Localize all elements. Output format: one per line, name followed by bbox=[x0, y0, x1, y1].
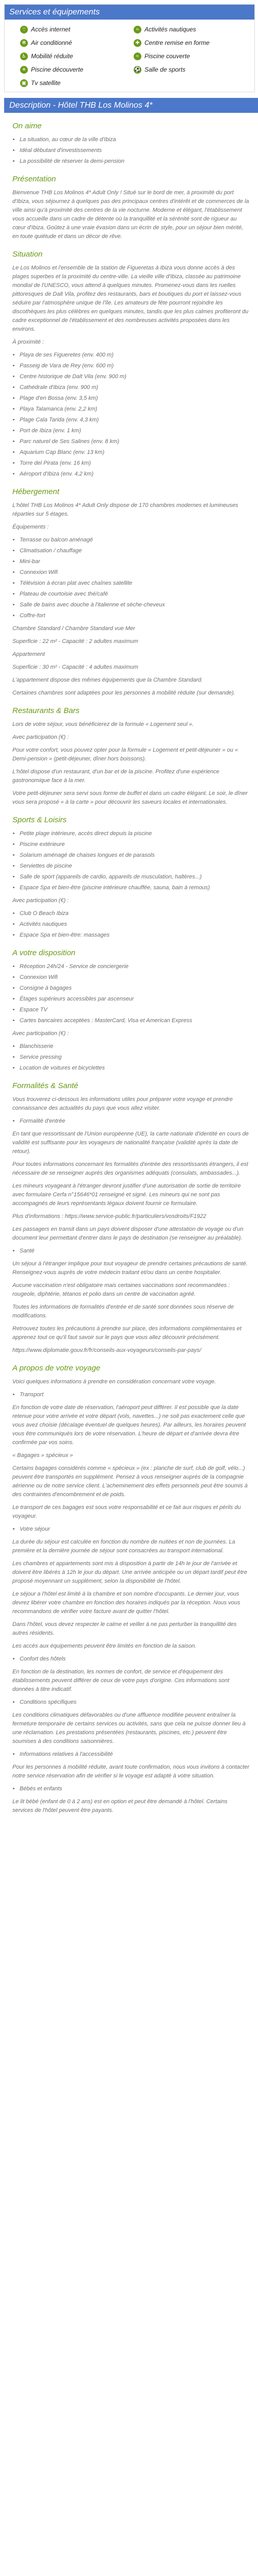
paragraph: Les accès aux équipements peuvent être limités en fonction de la saison. bbox=[12, 1643, 197, 1649]
bullet-list bbox=[12, 1750, 250, 1759]
paragraph: Pour les personnes à mobilité réduite, avant toute confirmation, nous vous invitons à contacter notre service réservation afin de vérifier si le voyage est adapté à votre situation. bbox=[12, 1764, 250, 1779]
list-item: • Mini-bar bbox=[20, 557, 250, 566]
service-item bbox=[134, 38, 247, 47]
service-label: Mobilité réduite bbox=[31, 52, 73, 60]
list-item: • Coffre-fort bbox=[20, 612, 250, 620]
list-item: • Connexion Wifi bbox=[20, 973, 250, 982]
description-content bbox=[0, 113, 258, 1829]
paragraph: La durée du séjour est calculée en fonction du nombre de nuitées et non de journées. La première et la dernière journée de séjour sont consacrées au transport international. bbox=[12, 1539, 235, 1554]
paragraph: Les passagers en transit dans un pays doivent disposer d'une attestation de voyage ou d'un document leur permettant d'entrer dans le pays de destination (se renseigner au préalable). bbox=[12, 1226, 244, 1241]
list-item: • Torre del Pirata (env. 16 km) bbox=[20, 459, 250, 468]
paragraph: Le séjour a l'hôtel est limité à la chambre et son nombre d'occupants. Le dernier jour, vous devrez libérer votre chambre en fonction des horaires indiqués par la réception. Nous vous recommandons de vérifier votre facture avant de quitter l'hôtel. bbox=[12, 1591, 240, 1615]
service-label: Tv satellite bbox=[31, 79, 61, 87]
service-item bbox=[20, 25, 134, 34]
list-item: • Aquarium Cap Blanc (env. 13 km) bbox=[20, 448, 250, 457]
waves-icon: ≈ bbox=[134, 26, 141, 33]
service-item bbox=[20, 38, 134, 47]
swim-icon: ☀ bbox=[20, 66, 28, 74]
wheelchair-icon: ♿ bbox=[20, 53, 28, 60]
paragraph: Retrouvez toutes les précautions à prendre sur place, des informations complémentaires et apprenez tout ce qu'il faut savoir sur le pays que vous allez découvrir précisément. bbox=[12, 1326, 241, 1341]
paragraph: En fonction de la destination, les normes de confort, de service et d'équipement des établissements peuvent différer de ceux de votre pays d'origine. Ces informations sont données à titre indicatif. bbox=[12, 1669, 230, 1692]
list-item: • Petite plage intérieure, accès direct depuis la piscine bbox=[20, 829, 250, 838]
paragraph: Votre petit-déjeuner sera servi sous forme de buffet et dans un cadre élégant. Le soir, le dîner vous sera proposé « à la carte » pour découvrir les saveurs locales et internationales. bbox=[12, 790, 248, 805]
list-item: • Centre historique de Dalt Vila (env. 900 m) bbox=[20, 372, 250, 381]
dumbbell-icon: ✚ bbox=[134, 39, 141, 47]
list-item: • Informations relatives à l'accessibilité bbox=[20, 1750, 250, 1759]
list-item: • Votre séjour bbox=[20, 1525, 250, 1534]
list-item: • Plateau de courtoisie avec thé/café bbox=[20, 590, 250, 599]
bullet-list bbox=[12, 1655, 250, 1664]
list-item: • Passeig de Vara de Rey (env. 600 m) bbox=[20, 362, 250, 370]
list-item: • Cathédrale d'Ibiza (env. 900 m) bbox=[20, 383, 250, 392]
paragraph: L'appartement dispose des mêmes équipements que la Chambre Standard. bbox=[12, 677, 203, 683]
list-item: • Activités nautiques bbox=[20, 920, 250, 929]
bullet-list bbox=[12, 1247, 250, 1256]
paragraph: Avec participation (€) : bbox=[12, 897, 69, 904]
list-item: • Réception 24h/24 - Service de conciergerie bbox=[20, 962, 250, 971]
paragraph: Les chambres et appartements sont mis à disposition à partir de 14h le jour de l'arrivée et doivent être libérés à 12h le jour du départ. Une arrivée anticipée ou un départ tardif peut être proposé moyennant un supplément, selon la disponibilité de l'hôtel. bbox=[12, 1561, 247, 1584]
list-item: • Salle de bains avec douche à l'italienne et sèche-cheveux bbox=[20, 601, 250, 609]
service-item bbox=[134, 52, 247, 61]
list-item: • Playa de ses Figueretes (env. 400 m) bbox=[20, 351, 250, 360]
paragraph: Le transport de ces bagages est sous votre responsabilité et ce fait aux risques et périls du voyageur. bbox=[12, 1504, 241, 1519]
list-item: • Conditions spécifiques bbox=[20, 1698, 250, 1707]
list-item: • Consigne à bagages bbox=[20, 984, 250, 993]
paragraph: Superficie : 22 m² - Capacité : 2 adultes maximum bbox=[12, 638, 138, 645]
paragraph: Avec participation (€) : bbox=[12, 1030, 69, 1037]
list-item: • La situation, au cœur de la ville d'Ibiza bbox=[20, 135, 250, 144]
list-item: • Parc naturel de Ses Salines (env. 8 km) bbox=[20, 437, 250, 446]
section-heading: Situation bbox=[12, 250, 43, 259]
snowflake-icon: ✻ bbox=[20, 39, 28, 47]
paragraph: Pour votre confort, vous pouvez opter pour la formule « Logement et petit-déjeuner » ou « Demi-pension » (petit-déjeuner, dîner hors boissons). bbox=[12, 747, 238, 762]
bullet-list bbox=[12, 962, 250, 1025]
paragraph: Un séjour à l'étranger implique pour tout voyageur de prendre certaines précautions de santé. Renseignez-vous auprès de votre médecin traitant et/ou dans un centre hospitalier. bbox=[12, 1261, 248, 1276]
service-item bbox=[134, 25, 247, 34]
paragraph: Le Los Molinos et l'ensemble de la station de Figueretas à Ibiza vous donne accès à des plages superbes et la proximité du centre-ville. La vieille ville d'Ibiza, classée au patrimoine mondial de l'UNESCO, vous attend à quelques minutes. Promenez-vous dans les ruelles pittoresques de Dalt Vila, profitez des restaurants, bars et boutiques du port et laissez-vous séduire par l'atmosphère unique de l'île. Les amateurs de fête pourront rejoindre les discothèques les plus célèbres en quelques minutes, tandis que les plus calmes profiteront du cadre exceptionnel de l'établissement et des nombreuses activités proposées dans les environs. bbox=[12, 265, 249, 332]
list-item: • Climatisation / chauffage bbox=[20, 547, 250, 555]
wifi-icon: ⌔ bbox=[20, 26, 28, 33]
section-heading: Présentation bbox=[12, 175, 56, 183]
bullet-list bbox=[12, 1042, 250, 1073]
service-label: Centre remise en forme bbox=[144, 39, 210, 46]
list-item: • Formalité d'entrée bbox=[20, 1117, 250, 1126]
paragraph: Pour toutes informations concernant les formalités d'entrée des ressortissants étrangers, il est nécessaire de se renseigner auprès des organismes adéquats (consulats, ambassades...). bbox=[12, 1161, 248, 1176]
paragraph: En fonction de votre date de réservation, l'aéroport peut différer. Il est possible que la date retenue pour votre arrivée et votre départ (vols, navettes...) ne soit pas exactement celle que vous avez choisie (décalage éventuel de quelques heures). Par ailleurs, les horaires peuvent vous être communiqués lors de votre réservation. L'heure de départ et d'arrivée devra être confirmée par vos soins. bbox=[12, 1404, 246, 1446]
tv-icon: ▣ bbox=[20, 79, 28, 87]
section-heading: On aime bbox=[12, 122, 42, 130]
list-item: • Club O Beach Ibiza bbox=[20, 909, 250, 918]
services-grid bbox=[5, 20, 254, 92]
paragraph: Les conditions climatiques défavorables ou d'une affluence modifiée peuvent entraîner la fermeture temporaire de certains services ou activités, sans que cela ne puisse donner lieu à une réclamation. Les prestations présentées (restaurants, piscines, etc.) peuvent être soumises à des conditions saisonnières. bbox=[12, 1712, 246, 1744]
list-item: • Terrasse ou balcon aménagé bbox=[20, 536, 250, 545]
paragraph: En tant que ressortissant de l'Union européenne (UE), la carte nationale d'identité en cours de validité est suffisante pour les voyageurs de nationalité française (validité après la date de retour). bbox=[12, 1131, 249, 1155]
list-item: • Télévision à écran plat avec chaînes satellite bbox=[20, 579, 250, 588]
paragraph: Les mineurs voyageant à l'étranger devront justifier d'une autorisation de sortie de territoire avec formulaire Cerfa n°15646*01 renseigné et signé. Les mineurs qui ne sont pas accompagnés de leurs représentants légaux doivent fournir ce formulaire. bbox=[12, 1183, 241, 1207]
list-item: • Idéal débutant d'investissements bbox=[20, 146, 250, 155]
description-title: Description - Hôtel THB Los Molinos 4* bbox=[4, 98, 258, 113]
section-heading: Restaurants & Bars bbox=[12, 706, 80, 715]
bullet-list bbox=[12, 829, 250, 892]
list-item: • Transport bbox=[20, 1391, 250, 1399]
paragraph: Avec participation (€) : bbox=[12, 734, 69, 740]
section-heading: Formalités & Santé bbox=[12, 1081, 78, 1090]
list-item: • Plage Cala Tarida (env. 4,3 km) bbox=[20, 416, 250, 425]
paragraph: À proximité : bbox=[12, 339, 44, 345]
list-item: • Service pressing bbox=[20, 1053, 250, 1062]
list-item: • Playa Talamanca (env. 2,2 km) bbox=[20, 405, 250, 414]
paragraph: L'hôtel THB Los Molinos 4* Adult Only dispose de 170 chambres modernes et lumineuses réparties sur 5 étages. bbox=[12, 502, 238, 517]
service-item bbox=[20, 52, 134, 61]
list-item: • Solarium aménagé de chaises longues et de parasols bbox=[20, 851, 250, 860]
bullet-list bbox=[12, 909, 250, 940]
paragraph: Appartement bbox=[12, 651, 45, 657]
paragraph: Équipements : bbox=[12, 524, 49, 530]
list-item: • Salle de sport (appareils de cardio, appareils de musculation, haltères...) bbox=[20, 873, 250, 882]
service-label: Piscine découverte bbox=[31, 65, 84, 73]
bullet-list bbox=[12, 1785, 250, 1793]
list-item: • Piscine extérieure bbox=[20, 840, 250, 849]
sports-icon: ⚽ bbox=[134, 66, 141, 73]
list-item: • Santé bbox=[20, 1247, 250, 1256]
list-item: • Espace TV bbox=[20, 1006, 250, 1014]
service-label: Accès internet bbox=[31, 25, 71, 33]
paragraph: Aucune vaccination n'est obligatoire mais certaines vaccinations sont recommandées : rougeole, diphtérie, tétanos et polio dans un centre de vaccination agréé. bbox=[12, 1282, 230, 1297]
list-item: • Port de Ibiza (env. 1 km) bbox=[20, 427, 250, 435]
paragraph: Lors de votre séjour, vous bénéficierez de la formule « Logement seul ». bbox=[12, 721, 194, 727]
list-item: • Espace Spa et bien-être: massages bbox=[20, 931, 250, 940]
list-item: • Aéroport d'Ibiza (env. 4,2 km) bbox=[20, 470, 250, 479]
list-item: • Bébés et enfants bbox=[20, 1785, 250, 1793]
paragraph: « Bagages » spécieux » bbox=[12, 1452, 73, 1459]
paragraph: Dans l'hôtel, vous devez respecter le calme et veiller à ne pas perturber la tranquillité des autres résidents. bbox=[12, 1621, 237, 1636]
section-heading: Sports & Loisirs bbox=[12, 816, 67, 824]
paragraph: Voici quelques informations à prendre en considération concernant votre voyage. bbox=[12, 1379, 216, 1385]
paragraph: https://www.diplomatie.gouv.fr/fr/conseils-aux-voyageurs/conseils-par-pays/ bbox=[12, 1347, 201, 1353]
list-item: • La possibilité de réserver la demi-pension bbox=[20, 157, 250, 166]
paragraph: Vous trouverez ci-dessous les informations utiles pour préparer votre voyage et prendre connaissance des actualités du pays que vous allez visiter. bbox=[12, 1096, 233, 1111]
list-item: • Location de voitures et bicyclettes bbox=[20, 1064, 250, 1073]
bullet-list bbox=[12, 1698, 250, 1707]
paragraph: Superficie : 30 m² - Capacité : 4 adultes maximum bbox=[12, 664, 138, 670]
service-label: Activités nautiques bbox=[144, 25, 197, 33]
service-item bbox=[20, 78, 134, 88]
bullet-list bbox=[12, 536, 250, 620]
service-label: Air conditionné bbox=[31, 39, 72, 46]
service-label: Salle de sports bbox=[144, 65, 186, 73]
list-item: • Blanchisserie bbox=[20, 1042, 250, 1051]
pool-icon: ≈ bbox=[134, 53, 141, 60]
paragraph: Certaines chambres sont adaptées pour les personnes à mobilité réduite (sur demande). bbox=[12, 690, 235, 696]
list-item: • Confort des hôtels bbox=[20, 1655, 250, 1664]
bullet-list bbox=[12, 135, 250, 166]
section-heading: A propos de votre voyage bbox=[12, 1364, 101, 1372]
paragraph: Plus d'informations : https://www.service-public.fr/particuliers/vosdroits/F1922 bbox=[12, 1213, 206, 1219]
paragraph: L'hôtel dispose d'un restaurant, d'un bar et de la piscine. Profitez d'une expérience gastronomique face à la mer. bbox=[12, 769, 219, 784]
paragraph: Toutes les informations de formalités d'entrée et de santé sont données sous réserve de modifications. bbox=[12, 1304, 234, 1319]
paragraph: Chambre Standard / Chambre Standard vue Mer bbox=[12, 625, 135, 632]
section-heading: A votre disposition bbox=[12, 948, 76, 957]
bullet-list bbox=[12, 1117, 250, 1126]
list-item: • Plage d'en Bossa (env. 3,5 km) bbox=[20, 394, 250, 403]
bullet-list bbox=[12, 1525, 250, 1534]
list-item: • Connexion Wifi bbox=[20, 568, 250, 577]
bullet-list bbox=[12, 1391, 250, 1399]
list-item: • Étages supérieurs accessibles par ascenseur bbox=[20, 995, 250, 1004]
paragraph: Le lit bébé (enfant de 0 à 2 ans) est en option et peut être demandé à l'hôtel. Certains services de l'hôtel peuvent être payants. bbox=[12, 1799, 228, 1814]
list-item: • Cartes bancaires acceptées : MasterCard, Visa et American Express bbox=[20, 1016, 250, 1025]
service-item bbox=[20, 65, 134, 74]
paragraph: Bienvenue THB Los Molinos 4* Adult Only ! Situé sur le bord de mer, à proximité du port d'Ibiza, vous séjournez à quelques pas des principaux centres d'intérêt et de commerces de la ville ainsi qu'à proximité des centres de la vie nocturne. Moderne et élégant, l'établissement vous accueille dans un cadre de détente où la tranquillité et la sérénité sont de rigueur au cœur d'Ibiza. Goûtez à une vraie évasion dans un écrin de style, pour un séjour bien mérité, en toute quiétude et dans un décor de rêve. bbox=[12, 190, 249, 240]
service-item bbox=[134, 65, 247, 74]
bullet-list bbox=[12, 351, 250, 479]
paragraph: Certains bagages considérés comme « spécieux » (ex : planche de surf, club de golf, vélo...) peuvent être transportés en supplément. Pensez à vous renseigner auprès de la compagnie aérienne ou de notre service client. L'acheminement des effets personnels peut être soumis à des contraintes d'encombrement et de poids. bbox=[12, 1465, 248, 1498]
service-label: Piscine couverte bbox=[144, 52, 190, 60]
list-item: • Espace Spa et bien-être (piscine intérieure chauffée, sauna, bain à remous) bbox=[20, 884, 250, 892]
section-heading: Hébergement bbox=[12, 487, 59, 496]
list-item: • Serviettes de piscine bbox=[20, 862, 250, 871]
services-title: Services et équipements bbox=[5, 5, 254, 20]
services-panel bbox=[4, 4, 255, 92]
